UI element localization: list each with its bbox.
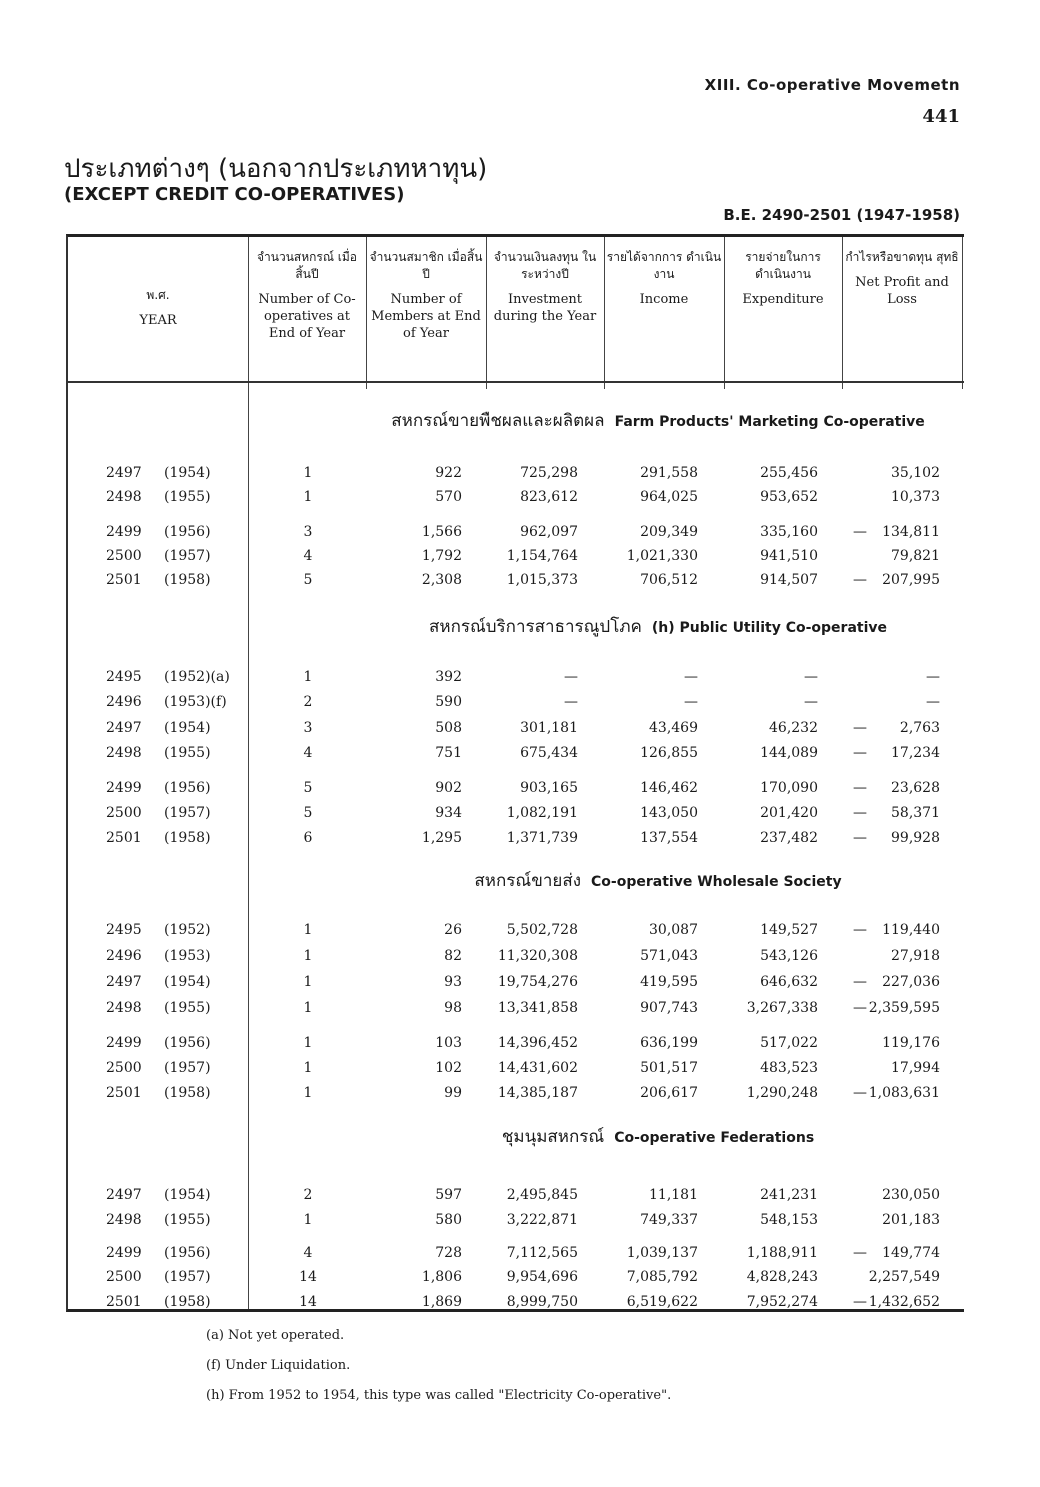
table-row [68, 780, 964, 804]
investment-value: — [564, 694, 578, 710]
loss-sign: — [853, 1000, 867, 1016]
profit-value: 1,083,631 [868, 1085, 940, 1101]
year-ad: (1953)(f) [164, 694, 227, 710]
profit-value: 79,821 [891, 548, 940, 564]
table-row [68, 922, 964, 946]
coops-value: 5 [303, 780, 313, 796]
col-divider [366, 237, 367, 389]
expenditure-value: — [804, 694, 818, 710]
income-value: 636,199 [640, 1035, 698, 1051]
col-divider [962, 237, 963, 389]
expenditure-value: 241,231 [760, 1187, 818, 1203]
profit-value: 207,995 [882, 572, 940, 588]
coops-value: 6 [303, 830, 313, 846]
section-title [348, 407, 968, 434]
investment-value: — [564, 669, 578, 685]
year-ad: (1955) [164, 745, 211, 761]
profit-value: 27,918 [891, 948, 940, 964]
income-value: 7,085,792 [626, 1269, 698, 1285]
coops-value: 1 [303, 922, 313, 938]
footnote: (a) Not yet operated. [206, 1328, 345, 1343]
expenditure-value: 914,507 [760, 572, 818, 588]
year-ad: (1957) [164, 548, 211, 564]
col-divider [724, 237, 725, 389]
year-be: 2499 [106, 524, 142, 540]
section-title-th: สหกรณ์ขายพืชผลและผลิตผล [391, 411, 605, 431]
section-title [348, 1123, 968, 1150]
year-ad: (1954) [164, 1187, 211, 1203]
coops-value: 4 [303, 1245, 313, 1261]
col-coops-th: จำนวนสหกรณ์ เมื่อสิ้นปี [256, 250, 358, 281]
col-investment-en: Investment during the Year [493, 292, 597, 324]
profit-value: 119,440 [882, 922, 940, 938]
investment-value: 9,954,696 [506, 1269, 578, 1285]
table-row [68, 524, 964, 548]
year-be: 2501 [106, 830, 142, 846]
expenditure-value: 149,527 [760, 922, 818, 938]
profit-value: 2,359,595 [868, 1000, 940, 1016]
col-year-th: พ.ศ. [146, 288, 170, 302]
year-be: 2500 [106, 805, 142, 821]
investment-value: 823,612 [520, 489, 578, 505]
header-rule [68, 381, 964, 383]
income-value: 291,558 [640, 465, 698, 481]
members-value: 580 [435, 1212, 462, 1228]
members-value: 1,869 [421, 1294, 462, 1310]
members-value: 934 [435, 805, 462, 821]
footnote: (f) Under Liquidation. [206, 1358, 351, 1373]
expenditure-value: 646,632 [760, 974, 818, 990]
year-ad: (1956) [164, 524, 211, 540]
col-coops-header [250, 249, 364, 342]
table-row [68, 669, 964, 693]
year-ad: (1955) [164, 489, 211, 505]
loss-sign: — [853, 974, 867, 990]
income-value: 137,554 [640, 830, 698, 846]
year-ad: (1956) [164, 780, 211, 796]
expenditure-value: 46,232 [769, 720, 818, 736]
profit-value: 149,774 [882, 1245, 940, 1261]
col-members-header [368, 249, 484, 342]
loss-sign: — [853, 805, 867, 821]
profit-value: 119,176 [882, 1035, 940, 1051]
expenditure-value: 201,420 [760, 805, 818, 821]
table-row [68, 1060, 964, 1084]
expenditure-value: 543,126 [760, 948, 818, 964]
coops-value: 1 [303, 1060, 313, 1076]
investment-value: 962,097 [520, 524, 578, 540]
year-ad: (1952) [164, 922, 211, 938]
year-ad: (1958) [164, 1085, 211, 1101]
table-row [68, 489, 964, 513]
coops-value: 1 [303, 489, 313, 505]
investment-value: 7,112,565 [506, 1245, 578, 1261]
col-expenditure-header [726, 249, 840, 308]
income-value: 501,517 [640, 1060, 698, 1076]
year-be: 2501 [106, 1085, 142, 1101]
expenditure-value: 953,652 [760, 489, 818, 505]
investment-value: 14,431,602 [497, 1060, 578, 1076]
col-investment-th: จำนวนเงินลงทุน ในระหว่างปี [493, 250, 597, 281]
col-divider [842, 237, 843, 389]
profit-value: 230,050 [882, 1187, 940, 1203]
members-value: 392 [435, 669, 462, 685]
table-row [68, 1212, 964, 1236]
col-divider [604, 237, 605, 389]
coops-value: 14 [299, 1294, 317, 1310]
members-value: 1,806 [421, 1269, 462, 1285]
investment-value: 1,015,373 [506, 572, 578, 588]
profit-value: 10,373 [891, 489, 940, 505]
investment-value: 675,434 [520, 745, 578, 761]
profit-value: 134,811 [882, 524, 940, 540]
year-be: 2497 [106, 1187, 142, 1203]
year-ad: (1952)(a) [164, 669, 230, 685]
col-expenditure-th: รายจ่ายในการ ดำเนินงาน [745, 250, 821, 281]
col-income-en: Income [639, 292, 689, 307]
investment-value: 301,181 [520, 720, 578, 736]
members-value: 728 [435, 1245, 462, 1261]
thai-title: ประเภทต่างๆ (นอกจากประเภทหาทุน) [64, 154, 488, 184]
expenditure-value: 941,510 [760, 548, 818, 564]
expenditure-value: 517,022 [760, 1035, 818, 1051]
investment-value: 1,154,764 [506, 548, 578, 564]
members-value: 902 [435, 780, 462, 796]
year-ad: (1956) [164, 1035, 211, 1051]
english-title: (EXCEPT CREDIT CO-OPERATIVES) [64, 184, 405, 205]
investment-value: 1,082,191 [506, 805, 578, 821]
year-be: 2497 [106, 974, 142, 990]
income-value: 209,349 [640, 524, 698, 540]
loss-sign: — [853, 922, 867, 938]
col-divider [486, 237, 487, 389]
year-ad: (1954) [164, 974, 211, 990]
expenditure-value: 7,952,274 [746, 1294, 818, 1310]
investment-value: 2,495,845 [506, 1187, 578, 1203]
table-row [68, 1269, 964, 1293]
expenditure-value: 4,828,243 [746, 1269, 818, 1285]
investment-value: 11,320,308 [497, 948, 578, 964]
members-value: 26 [444, 922, 462, 938]
coops-value: 2 [303, 694, 313, 710]
year-be: 2499 [106, 1035, 142, 1051]
income-value: 11,181 [649, 1187, 698, 1203]
year-be: 2498 [106, 489, 142, 505]
profit-value: 35,102 [891, 465, 940, 481]
year-ad: (1955) [164, 1212, 211, 1228]
table-row [68, 465, 964, 489]
income-value: 1,021,330 [626, 548, 698, 564]
income-value: 206,617 [640, 1085, 698, 1101]
profit-value: 201,183 [882, 1212, 940, 1228]
expenditure-value: 255,456 [760, 465, 818, 481]
year-ad: (1953) [164, 948, 211, 964]
year-ad: (1957) [164, 1060, 211, 1076]
year-be: 2501 [106, 1294, 142, 1310]
investment-value: 13,341,858 [497, 1000, 578, 1016]
section-title [348, 613, 968, 640]
expenditure-value: 237,482 [760, 830, 818, 846]
section-title-th: ชุมนุมสหกรณ์ [501, 1127, 605, 1147]
members-value: 508 [435, 720, 462, 736]
table-row [68, 745, 964, 769]
income-value: 1,039,137 [626, 1245, 698, 1261]
expenditure-value: 3,267,338 [746, 1000, 818, 1016]
year-be: 2498 [106, 745, 142, 761]
members-value: 1,566 [421, 524, 462, 540]
year-ad: (1954) [164, 720, 211, 736]
income-value: 706,512 [640, 572, 698, 588]
loss-sign: — [853, 1245, 867, 1261]
footnote: (h) From 1952 to 1954, this type was called "Electricity Co-operative". [206, 1388, 672, 1403]
members-value: 751 [435, 745, 462, 761]
col-coops-en: Number of Co-operatives at End of Year [258, 292, 356, 341]
loss-sign: — [853, 780, 867, 796]
income-value: 907,743 [640, 1000, 698, 1016]
table-row [68, 805, 964, 829]
profit-value: 23,628 [891, 780, 940, 796]
members-value: 98 [444, 1000, 462, 1016]
profit-value: 227,036 [882, 974, 940, 990]
chapter-header: XIII. Co-operative Movemetn [704, 76, 960, 94]
year-be: 2500 [106, 1269, 142, 1285]
page-number: 441 [922, 106, 960, 127]
loss-sign: — [853, 720, 867, 736]
investment-value: 725,298 [520, 465, 578, 481]
coops-value: 3 [303, 524, 313, 540]
investment-value: 19,754,276 [497, 974, 578, 990]
table-row [68, 572, 964, 596]
profit-value: 2,763 [899, 720, 940, 736]
expenditure-value: 1,290,248 [746, 1085, 818, 1101]
year-ad: (1958) [164, 572, 211, 588]
coops-value: 1 [303, 974, 313, 990]
members-value: 82 [444, 948, 462, 964]
col-expenditure-en: Expenditure [742, 292, 824, 307]
section-title-th: สหกรณ์บริการสาธารณูปโภค [428, 617, 642, 637]
coops-value: 14 [299, 1269, 317, 1285]
loss-sign: — [853, 1085, 867, 1101]
loss-sign: — [853, 745, 867, 761]
profit-value: — [926, 694, 940, 710]
section-title [348, 867, 968, 894]
income-value: 419,595 [640, 974, 698, 990]
year-be: 2495 [106, 669, 142, 685]
coops-value: 1 [303, 465, 313, 481]
members-value: 99 [444, 1085, 462, 1101]
loss-sign: — [853, 830, 867, 846]
table-row [68, 1085, 964, 1109]
income-value: 749,337 [640, 1212, 698, 1228]
loss-sign: — [853, 572, 867, 588]
loss-sign: — [853, 1294, 867, 1310]
table-row [68, 1000, 964, 1024]
year-ad: (1955) [164, 1000, 211, 1016]
income-value: 126,855 [640, 745, 698, 761]
members-value: 93 [444, 974, 462, 990]
table-row [68, 1187, 964, 1211]
expenditure-value: 335,160 [760, 524, 818, 540]
col-profit-th: กำไรหรือขาดทุน สุทธิ [845, 250, 959, 264]
statistics-table [66, 234, 964, 1312]
table-row [68, 548, 964, 572]
income-value: 964,025 [640, 489, 698, 505]
investment-value: 903,165 [520, 780, 578, 796]
col-income-th: รายได้จากการ ดำเนินงาน [606, 250, 722, 281]
table-row [68, 694, 964, 718]
profit-value: 17,234 [891, 745, 940, 761]
investment-value: 1,371,739 [506, 830, 578, 846]
profit-value: — [926, 669, 940, 685]
profit-value: 58,371 [891, 805, 940, 821]
col-investment-header [488, 249, 602, 325]
members-value: 2,308 [421, 572, 462, 588]
year-ad: (1956) [164, 1245, 211, 1261]
year-ad: (1958) [164, 830, 211, 846]
loss-sign: — [853, 524, 867, 540]
col-year-header [68, 287, 248, 329]
table-row [68, 1294, 964, 1318]
coops-value: 1 [303, 1035, 313, 1051]
coops-value: 1 [303, 1085, 313, 1101]
expenditure-value: 483,523 [760, 1060, 818, 1076]
col-divider [248, 237, 249, 1309]
investment-value: 5,502,728 [506, 922, 578, 938]
year-be: 2495 [106, 922, 142, 938]
year-ad: (1957) [164, 1269, 211, 1285]
investment-value: 14,396,452 [497, 1035, 578, 1051]
investment-value: 3,222,871 [506, 1212, 578, 1228]
year-be: 2496 [106, 948, 142, 964]
income-value: 571,043 [640, 948, 698, 964]
profit-value: 17,994 [891, 1060, 940, 1076]
coops-value: 1 [303, 948, 313, 964]
members-value: 590 [435, 694, 462, 710]
year-be: 2497 [106, 465, 142, 481]
table-row [68, 948, 964, 972]
year-ad: (1954) [164, 465, 211, 481]
coops-value: 4 [303, 745, 313, 761]
income-value: 43,469 [649, 720, 698, 736]
year-be: 2499 [106, 780, 142, 796]
year-be: 2501 [106, 572, 142, 588]
income-value: — [684, 669, 698, 685]
table-row [68, 1035, 964, 1059]
investment-value: 8,999,750 [506, 1294, 578, 1310]
year-be: 2500 [106, 548, 142, 564]
year-ad: (1958) [164, 1294, 211, 1310]
expenditure-value: 548,153 [760, 1212, 818, 1228]
coops-value: 5 [303, 805, 313, 821]
section-title-en: (h) Public Utility Co-operative [651, 620, 888, 636]
members-value: 1,295 [421, 830, 462, 846]
expenditure-value: 1,188,911 [746, 1245, 818, 1261]
income-value: 6,519,622 [626, 1294, 698, 1310]
members-value: 922 [435, 465, 462, 481]
members-value: 597 [435, 1187, 462, 1203]
members-value: 1,792 [421, 548, 462, 564]
year-be: 2498 [106, 1212, 142, 1228]
profit-value: 1,432,652 [868, 1294, 940, 1310]
year-be: 2498 [106, 1000, 142, 1016]
coops-value: 1 [303, 1000, 313, 1016]
col-profit-en: Net Profit and Loss [855, 275, 949, 307]
table-row [68, 974, 964, 998]
members-value: 103 [435, 1035, 462, 1051]
coops-value: 2 [303, 1187, 313, 1203]
table-row [68, 830, 964, 854]
col-year-en: YEAR [139, 313, 177, 328]
year-be: 2497 [106, 720, 142, 736]
coops-value: 5 [303, 572, 313, 588]
coops-value: 1 [303, 669, 313, 685]
col-members-th: จำนวนสมาชิก เมื่อสิ้นปี [369, 250, 483, 281]
expenditure-value: 144,089 [760, 745, 818, 761]
section-title-en: Co-operative Federations [614, 1130, 815, 1146]
income-value: — [684, 694, 698, 710]
coops-value: 3 [303, 720, 313, 736]
members-value: 102 [435, 1060, 462, 1076]
table-row [68, 1245, 964, 1269]
coops-value: 1 [303, 1212, 313, 1228]
col-members-en: Number of Members at End of Year [371, 292, 481, 341]
col-profit-header [844, 249, 960, 308]
profit-value: 2,257,549 [868, 1269, 940, 1285]
section-title-th: สหกรณ์ขายส่ง [474, 871, 582, 891]
expenditure-value: — [804, 669, 818, 685]
period-label: B.E. 2490-2501 (1947-1958) [723, 206, 960, 224]
col-income-header [606, 249, 722, 308]
investment-value: 14,385,187 [497, 1085, 578, 1101]
expenditure-value: 170,090 [760, 780, 818, 796]
section-title-en: Co-operative Wholesale Society [591, 874, 842, 890]
profit-value: 99,928 [891, 830, 940, 846]
year-be: 2499 [106, 1245, 142, 1261]
income-value: 146,462 [640, 780, 698, 796]
coops-value: 4 [303, 548, 313, 564]
income-value: 143,050 [640, 805, 698, 821]
section-title-en: Farm Products' Marketing Co-operative [614, 414, 925, 430]
income-value: 30,087 [649, 922, 698, 938]
year-ad: (1957) [164, 805, 211, 821]
members-value: 570 [435, 489, 462, 505]
table-row [68, 720, 964, 744]
year-be: 2496 [106, 694, 142, 710]
year-be: 2500 [106, 1060, 142, 1076]
